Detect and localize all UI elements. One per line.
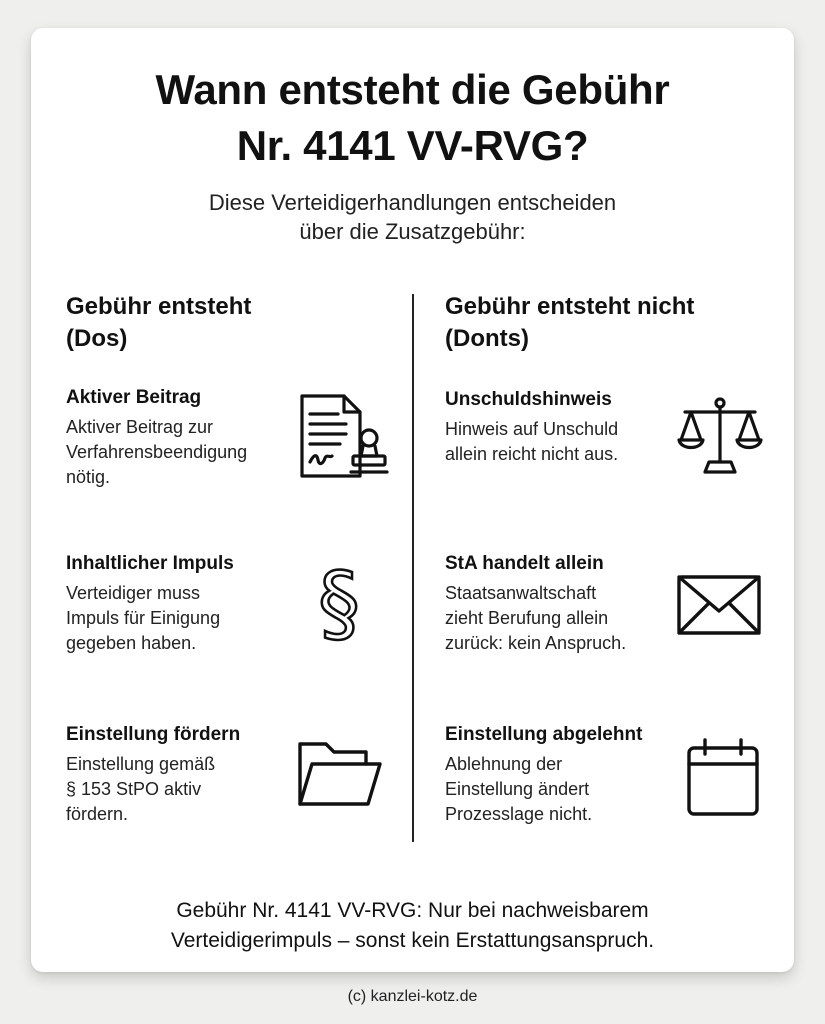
item-text-line: Prozesslage nicht.	[445, 804, 593, 824]
item-text-line: zieht Berufung allein	[445, 608, 609, 628]
paragraph-glyph: §	[318, 556, 360, 646]
item-text-line: allein reicht nicht aus.	[445, 444, 619, 464]
column-divider	[412, 294, 414, 842]
title-line: Nr. 4141 VV-RVG?	[236, 122, 589, 169]
item-text-line: gegeben haben.	[66, 633, 197, 653]
infographic-card	[31, 28, 794, 972]
page-title	[31, 62, 794, 174]
heading-line: (Dos)	[66, 325, 128, 352]
item-text-line: § 153 StPO aktiv	[66, 779, 202, 799]
envelope-icon	[675, 573, 763, 637]
heading-line: Gebühr entsteht	[66, 293, 252, 320]
item-text-line: Verfahrensbeendigung	[66, 442, 248, 462]
item-text-line: Hinweis auf Unschuld	[445, 419, 619, 439]
subtitle-line: über die Zusatzgebühr:	[299, 219, 526, 244]
item-text-line: fördern.	[66, 804, 129, 824]
item-text-line: Impuls für Einigung	[66, 608, 221, 628]
item-title: Unschuldshinweis	[445, 389, 612, 410]
item-text-line: nötig.	[66, 467, 111, 487]
donts-heading	[445, 291, 694, 355]
item-title: Einstellung fördern	[66, 724, 241, 745]
subtitle	[31, 188, 794, 246]
item-text-line: Staatsanwaltschaft	[445, 583, 597, 603]
footer-line: Verteidigerimpuls – sonst kein Erstattungsanspruch.	[170, 929, 655, 952]
item-text-line: Ablehnung der	[445, 754, 563, 774]
heading-line: (Donts)	[445, 325, 529, 352]
copyright: (c) kanzlei-kotz.de	[347, 988, 478, 1005]
calendar-icon	[683, 736, 763, 820]
item-title: Inhaltlicher Impuls	[66, 553, 234, 574]
item-title: Aktiver Beitrag	[66, 387, 202, 408]
heading-line: Gebühr entsteht nicht	[445, 293, 695, 320]
item-title: StA handelt allein	[445, 553, 604, 574]
title-line: Wann entsteht die Gebühr	[155, 66, 670, 113]
subtitle-line: Diese Verteidigerhandlungen entscheiden	[208, 190, 617, 215]
folder-icon	[294, 734, 386, 814]
item-text-line: Aktiver Beitrag zur	[66, 417, 214, 437]
item-title: Einstellung abgelehnt	[445, 724, 643, 745]
document-stamp-icon	[296, 392, 396, 482]
item-text-line: Einstellung gemäß	[66, 754, 216, 774]
footer-line: Gebühr Nr. 4141 VV-RVG: Nur bei nachweisbarem	[176, 899, 649, 922]
item-text-line: Verteidiger muss	[66, 583, 201, 603]
paragraph-icon	[304, 556, 374, 646]
scales-icon	[675, 396, 765, 478]
item-text-line: zurück: kein Anspruch.	[445, 633, 627, 653]
dos-heading	[66, 291, 251, 355]
footer-note	[31, 896, 794, 956]
item-text-line: Einstellung ändert	[445, 779, 590, 799]
